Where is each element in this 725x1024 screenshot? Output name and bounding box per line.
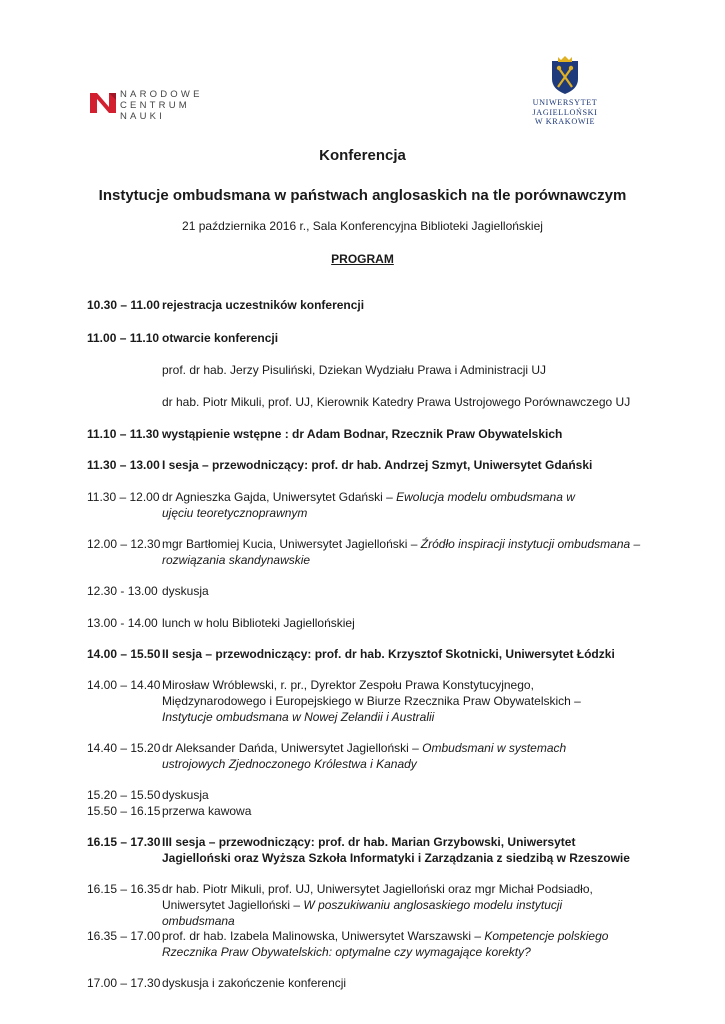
talk-title: Ewolucja modelu ombudsmana w ujęciu teoretycznoprawnym [162,490,575,520]
program-item-text [162,740,612,772]
program-item-time: 14.00 – 14.40 [87,678,161,692]
uj-logo-line-2: JAGIELLOŃSKI [532,107,598,117]
program-item-text: III sesja – przewodniczący: prof. dr hab. Marian Grzybowski, Uniwersytet Jagielloński oraz Wyższa Szkoła Informatyki i Zarządzania z siedzibą w Rzeszowie [162,835,630,865]
program-item-text [162,677,622,725]
program-item-time: 14.00 – 15.50 [87,647,161,661]
talk-speaker: dr hab. Piotr Mikuli, prof. UJ, Uniwersytet Jagielloński oraz mgr Michał Podsiadło, Uniwersytet Jagielloński – [162,882,593,912]
document-title: Konferencja [319,147,406,164]
program-heading: PROGRAM [331,252,394,266]
program-item-text: przerwa kawowa [162,804,252,818]
program-item-text: rejestracja uczestników konferencji [162,298,365,312]
talk-speaker: Mirosław Wróblewski, r. pr., Dyrektor Zespołu Prawa Konstytucyjnego, Międzynarodowego i Europejskiego w Biurze Rzecznika Praw Obywatelskich – [162,678,581,708]
conference-subtitle: Instytucje ombudsmana w państwach anglosaskich na tle porównawczym [98,187,627,204]
program-item-time: 10.30 – 11.00 [87,298,160,312]
program-item-text: I sesja – przewodniczący: prof. dr hab. Andrzej Szmyt, Uniwersytet Gdański [162,458,593,472]
program-item-text: lunch w holu Biblioteki Jagiellońskiej [162,616,355,630]
talk-speaker: dr Agnieszka Gajda, Uniwersytet Gdański – [162,490,393,504]
program-item-text [162,881,622,929]
program-item-time: 16.15 – 16.35 [87,882,161,896]
date-place: 21 października 2016 r., Sala Konferencyjna Biblioteki Jagiellońskiej [182,219,543,233]
talk-title: W poszukiwaniu anglosaskiego modelu instytucji ombudsmana [162,898,563,928]
uj-logo-text [520,98,610,127]
program-item-text: dyskusja [162,788,209,802]
program-item-text [162,489,582,521]
talk-title: Źródło inspiracji instytucji ombudsmana – rozwiązania skandynawskie [162,537,641,567]
program-item-time: 12.30 - 13.00 [87,584,158,598]
program-item-time: 16.15 – 17.30 [87,835,161,849]
talk-speaker: prof. dr hab. Izabela Malinowska, Uniwersytet Warszawski – [162,929,482,943]
ncn-logo-line-2: CENTRUM [120,100,190,111]
uj-logo-line-3: W KRAKOWIE [534,117,596,126]
talk-title: Instytucje ombudsmana w Nowej Zelandii i Australii [162,710,435,724]
program-item-text [162,536,642,568]
uj-logo [520,55,610,135]
program-item-text: II sesja – przewodniczący: prof. dr hab. Krzysztof Skotnicki, Uniwersytet Łódzki [162,647,615,661]
program-item-text: prof. dr hab. Jerzy Pisuliński, Dziekan Wydziału Prawa i Administracji UJ [162,363,547,377]
program-item-text: dr hab. Piotr Mikuli, prof. UJ, Kierownik Katedry Prawa Ustrojowego Porównawczego UJ [162,395,631,409]
program-item-text [162,928,622,960]
program-item-time: 13.00 - 14.00 [87,616,158,630]
talk-title: Kompetencje polskiego Rzecznika Praw Obywatelskich: optymalne czy wymagające korekty? [162,929,609,959]
program-item-time: 15.20 – 15.50 [87,788,161,802]
program-item-time: 16.35 – 17.00 [87,929,161,943]
program-item-time: 11.30 – 13.00 [87,458,160,472]
program-item-time: 11.30 – 12.00 [87,490,160,504]
talk-title: Ombudsmani w systemach ustrojowych Zjednoczonego Królestwa i Kanady [162,741,567,771]
uj-logo-line-1: UNIWERSYTET [532,98,598,107]
program-item-time: 12.00 – 12.30 [87,537,161,551]
program-item-text: otwarcie konferencji [162,331,279,345]
program-item-text: dyskusja [162,584,209,598]
program-item-text: wystąpienie wstępne : dr Adam Bodnar, Rzecznik Praw Obywatelskich [162,427,563,441]
talk-speaker: dr Aleksander Dańda, Uniwersytet Jagielloński – [162,741,419,755]
ncn-logo-text [120,89,203,122]
program-item-text: dyskusja i zakończenie konferencji [162,976,347,990]
program-item-time: 14.40 – 15.20 [87,741,161,755]
ncn-logo [88,80,218,130]
ncn-logo-line-1: NARODOWE [120,89,203,100]
uj-crest-icon [550,55,580,95]
ncn-logo-line-3: NAUKI [120,111,166,122]
ncn-logo-icon [90,90,116,116]
program-item-time: 17.00 – 17.30 [87,976,161,990]
program-item-time: 11.10 – 11.30 [87,427,160,441]
talk-speaker: mgr Bartłomiej Kucia, Uniwersytet Jagielloński – [162,537,418,551]
program-item-time: 11.00 – 11.10 [87,331,160,345]
program-item-time: 15.50 – 16.15 [87,804,161,818]
